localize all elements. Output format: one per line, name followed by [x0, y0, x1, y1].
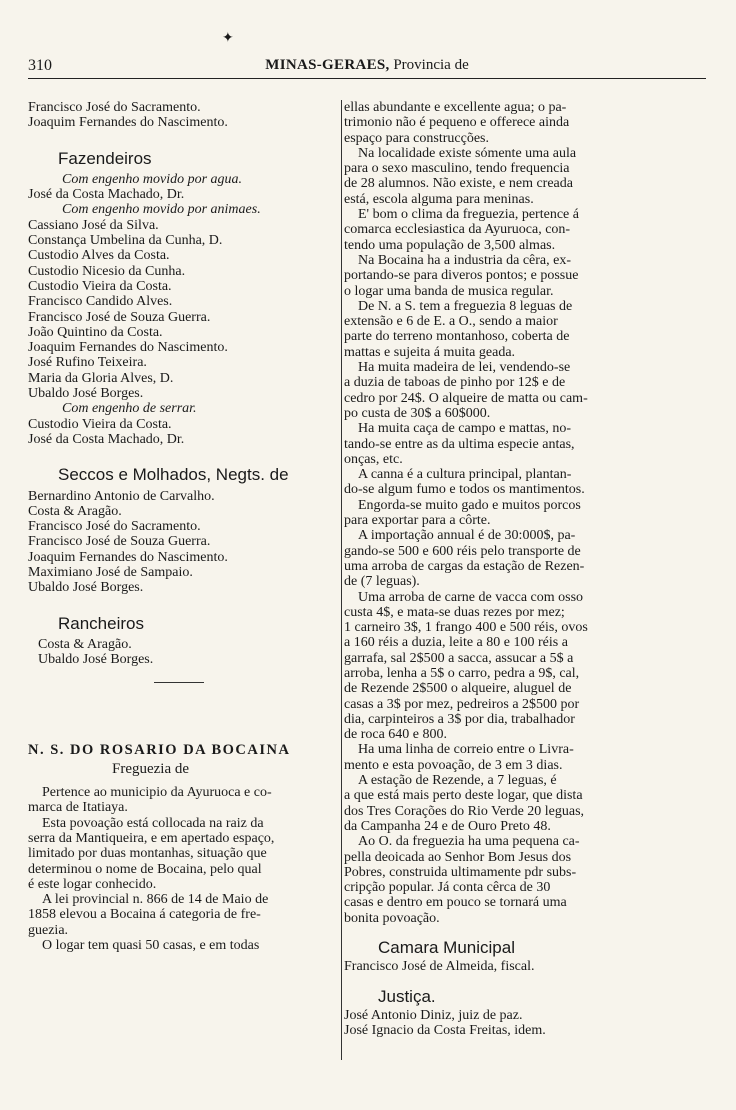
text-line: trimonio não é pequeno e offerece ainda [344, 115, 570, 131]
text-line: mento e esta povoação, de 3 em 3 dias. [344, 757, 563, 773]
section-rule [154, 682, 204, 683]
text-line: é este logar conhecido. [28, 876, 157, 892]
text-line: A importação annual é de 30:000$, pa- [344, 528, 576, 544]
text-line: portando-se para diveros pontos; e possue [344, 268, 579, 284]
text-line: Ubaldo José Borges. [28, 386, 144, 402]
text-line: tando-se entre as da ultima especie antas, [344, 436, 575, 452]
section-title-seccos: Seccos e Molhados, Negts. de [58, 465, 289, 485]
section-title-rancheiros: Rancheiros [58, 613, 144, 633]
text-line: ellas abundante e excellente agua; o pa- [344, 100, 567, 115]
text-line: José da Costa Machado, Dr. [28, 187, 185, 203]
parish-text [28, 785, 342, 953]
text-line: Francisco José de Souza Guerra. [28, 309, 211, 325]
text-line: de (7 leguas). [344, 574, 420, 590]
text-line: dia, carpinteiros a 3$ por dia, trabalhador [344, 711, 575, 727]
text-line: po custa de 30$ a 60$000. [344, 405, 491, 421]
text-line: de 28 alumnos. Não existe, e nem creada [344, 176, 573, 192]
text-line: Ao O. da freguezia ha uma pequena ca- [344, 834, 580, 850]
parish-title: N. S. DO ROSARIO DA BOCAINA [28, 742, 291, 758]
text-line: Constança Umbelina da Cunha, D. [28, 233, 223, 249]
list-serrar [28, 417, 342, 448]
text-line: parte do terreno montanhoso, coberta de [344, 329, 570, 345]
text-line: tendo uma população de 3,500 almas. [344, 237, 556, 253]
text-line: arroba, lenha a 5$ o carro, pedra a 9$, cal, [344, 665, 580, 681]
text-line: 1858 elevou a Bocaina á categoria de fre- [28, 907, 261, 923]
text-line: guezia. [28, 922, 69, 938]
text-line: cedro por 24$. O alqueire de matta ou cam- [344, 390, 588, 406]
text-line: Pertence ao municipio da Ayuruoca e co- [28, 785, 272, 801]
text-line: de roca 640 e 800. [344, 727, 448, 743]
text-line: para exportar para a côrte. [344, 513, 491, 529]
text-line: Maria da Gloria Alves, D. [28, 370, 174, 386]
text-line: dos Tres Corações do Rio Verde 20 leguas, [344, 803, 585, 819]
text-line: comarca ecclesiastica da Ayuruoca, con- [344, 222, 571, 238]
ornament-icon: ✦ [222, 31, 234, 46]
text-line: garrafa, sal 2$500 a sacca, assucar a 5$ a [344, 650, 574, 666]
text-line: Pobres, construida ultimamente pdr subs- [344, 864, 577, 880]
parish-text-continued [344, 100, 689, 926]
text-line: O logar tem quasi 50 casas, e em todas [28, 938, 260, 954]
text-line: Joaquim Fernandes do Nascimento. [28, 340, 228, 356]
left-column [28, 100, 342, 953]
text-line: José Antonio Diniz, juiz de paz. [344, 1007, 523, 1023]
text-line: Ha uma linha de correio entre o Livra- [344, 742, 574, 758]
text-line: Ubaldo José Borges. [28, 580, 144, 596]
text-line: cripção popular. Já conta cêrca de 30 [344, 880, 551, 896]
text-line: gando-se 500 e 600 réis pelo transporte de [344, 543, 581, 559]
text-line: Costa & Aragão. [28, 503, 122, 519]
text-line: José Ignacio da Costa Freitas, idem. [344, 1023, 546, 1039]
text-line: mattas e sujeita á muita geada. [344, 344, 516, 360]
text-line: espaço para construcções. [344, 130, 489, 146]
text-line: onças, etc. [344, 451, 403, 467]
text-line: José Rufino Teixeira. [28, 355, 147, 371]
text-line: pella deoicada ao Senhor Bom Jesus dos [344, 849, 572, 865]
text-line: limitado por duas montanhas, situação que [28, 846, 267, 862]
text-line: Custodio Vieira da Costa. [28, 278, 172, 294]
list-animaes [28, 218, 342, 402]
text-line: para o sexo masculino, tendo frequencia [344, 161, 570, 177]
text-line: uma arroba de cargas da estação de Rezen- [344, 558, 585, 574]
text-line: A canna é a cultura principal, plantan- [344, 467, 572, 483]
list-camara [344, 959, 689, 974]
text-line: do-se algum fumo e todos os mantimentos. [344, 482, 585, 498]
subsection-label-serrar: Com engenho de serrar. [62, 401, 197, 417]
text-line: Engorda-se muito gado e muitos porcos [344, 497, 581, 513]
text-line: está, escola alguma para meninas. [344, 191, 534, 207]
subsection-label-animaes: Com engenho movido por animaes. [62, 202, 261, 218]
text-line: Esta povoação está collocada na raiz da [28, 815, 264, 831]
text-line: Francisco José de Almeida, fiscal. [344, 959, 535, 975]
section-title-justica: Justiça. [378, 986, 436, 1006]
text-line: José da Costa Machado, Dr. [28, 431, 185, 447]
text-line: determinou o nome de Bocaina, pelo qual [28, 861, 262, 877]
text-line: Francisco José de Souza Guerra. [28, 534, 211, 550]
text-line: de Rezende 2$500 o alqueire, aluguel de [344, 681, 572, 697]
intro-list [28, 100, 342, 131]
text-line: Ha muita caça de campo e mattas, no- [344, 421, 572, 437]
text-line: Na Bocaina ha a industria da cêra, ex- [344, 252, 572, 268]
text-line: da Campanha 24 e de Ouro Preto 48. [344, 818, 551, 834]
text-line: Ubaldo José Borges. [38, 652, 154, 668]
text-line: bonita povoação. [344, 910, 440, 926]
list-agua [28, 187, 342, 202]
text-line: Custodio Alves da Costa. [28, 248, 170, 264]
text-line: Custodio Nicesio da Cunha. [28, 263, 186, 279]
text-line: Ha muita madeira de lei, vendendo-se [344, 360, 571, 376]
text-line: Joaquim Fernandes do Nascimento. [28, 549, 228, 565]
text-line: João Quintino da Costa. [28, 324, 163, 340]
page-title [28, 57, 706, 74]
list-justica [344, 1008, 689, 1039]
parish-subtitle: Freguezia de [112, 761, 190, 777]
text-line: A lei provincial n. 866 de 14 de Maio de [28, 892, 269, 908]
text-line: A estação de Rezende, a 7 leguas, é [344, 773, 557, 789]
page-header [28, 56, 706, 79]
list-seccos [28, 489, 342, 596]
right-column [344, 100, 689, 1039]
text-line: Francisco José do Sacramento. [28, 100, 201, 115]
text-line: Bernardino Antonio de Carvalho. [28, 488, 215, 504]
subsection-label-agua: Com engenho movido por agua. [62, 171, 243, 187]
text-line: a que está mais perto deste logar, que dista [344, 788, 583, 804]
text-line: De N. a S. tem a freguezia 8 leguas de [344, 298, 573, 314]
list-rancheiros [28, 637, 342, 668]
title-rest: Provincia de [389, 57, 469, 73]
text-line: Cassiano José da Silva. [28, 217, 159, 233]
text-line: marca de Itatiaya. [28, 800, 128, 816]
text-line: Na localidade existe sómente uma aula [344, 145, 577, 161]
text-line: casas a 3$ por mez, pedreiros a 2$500 por [344, 696, 580, 712]
text-line: Uma arroba de carne de vacca com osso [344, 589, 584, 605]
text-line: Custodio Vieira da Costa. [28, 416, 172, 432]
text-line: Joaquim Fernandes do Nascimento. [28, 115, 228, 131]
text-line: serra da Mantiqueira, e em apertado espaço, [28, 830, 275, 846]
text-line: Maximiano José de Sampaio. [28, 565, 193, 581]
text-line: 1 carneiro 3$, 1 frango 400 e 500 réis, ovos [344, 620, 588, 636]
text-line: Francisco Candido Alves. [28, 294, 173, 310]
text-line: extensão e 6 de E. a O., sendo a maior [344, 314, 558, 330]
text-line: a duzia de taboas de pinho por 12$ e de [344, 375, 566, 391]
text-line: Costa & Aragão. [38, 636, 132, 652]
text-line: o logar uma banda de musica regular. [344, 283, 554, 299]
section-title-fazendeiros: Fazendeiros [58, 148, 152, 168]
text-line: a 160 réis a duzia, leite a 80 e 100 réis a [344, 635, 568, 651]
section-title-camara: Camara Municipal [378, 938, 515, 958]
text-line: Francisco José do Sacramento. [28, 519, 201, 535]
text-line: casas e dentro em pouco se tornará uma [344, 895, 567, 911]
text-line: custa 4$, e mata-se duas rezes por mez; [344, 604, 565, 620]
page-number: 310 [28, 57, 52, 74]
title-bold: MINAS-GERAES, [265, 57, 390, 73]
text-line: E' bom o clima da freguezia, pertence á [344, 207, 579, 223]
